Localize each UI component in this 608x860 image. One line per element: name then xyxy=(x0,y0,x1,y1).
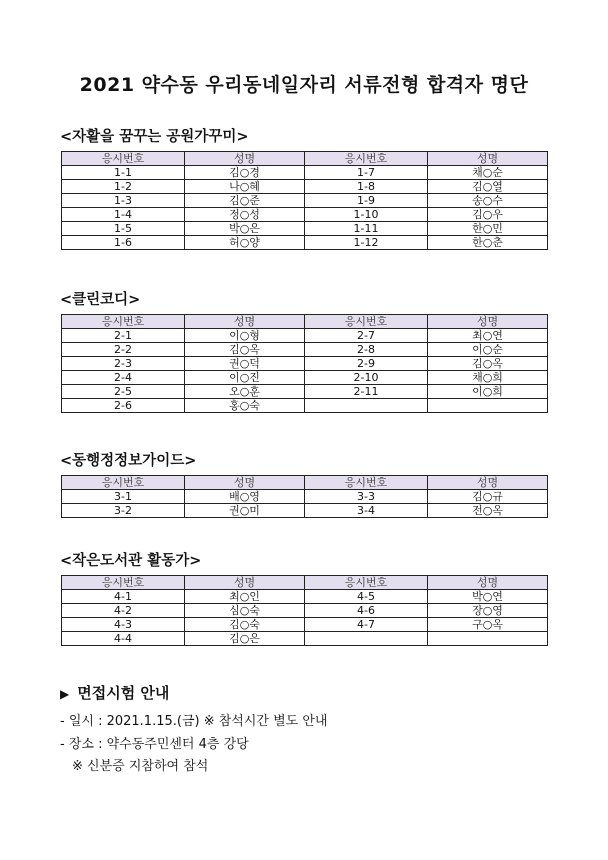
exam-number: 1-10 xyxy=(305,208,428,222)
table-row xyxy=(62,590,548,604)
table-row xyxy=(62,385,548,399)
applicant-name: 전○옥 xyxy=(428,504,548,518)
applicant-name: 김○규 xyxy=(428,490,548,504)
page-title: 2021 약수동 우리동네일자리 서류전형 합격자 명단 xyxy=(79,74,529,96)
applicant-name: 심○숙 xyxy=(185,604,305,618)
table-header-row xyxy=(62,476,548,490)
header-name: 성명 xyxy=(185,152,305,166)
table-row xyxy=(62,490,548,504)
applicant-name: 최○연 xyxy=(428,329,548,343)
table-row xyxy=(62,236,548,250)
exam-number: 1-5 xyxy=(62,222,185,236)
applicant-name: 정○성 xyxy=(185,208,305,222)
header-name: 성명 xyxy=(428,152,548,166)
header-exam-number: 응시번호 xyxy=(305,315,428,329)
exam-number: 1-11 xyxy=(305,222,428,236)
exam-number: 1-8 xyxy=(305,180,428,194)
header-exam-number: 응시번호 xyxy=(62,152,185,166)
table-row xyxy=(62,180,548,194)
applicant-name: 최○인 xyxy=(185,590,305,604)
exam-number: 1-6 xyxy=(62,236,185,250)
table-row xyxy=(62,222,548,236)
exam-number: 2-1 xyxy=(62,329,185,343)
applicant-name: 이○순 xyxy=(428,343,548,357)
table-row xyxy=(62,604,548,618)
applicant-name: 이○진 xyxy=(185,371,305,385)
applicant-name: 김○은 xyxy=(185,632,305,646)
exam-number: 4-2 xyxy=(62,604,185,618)
table-row xyxy=(62,504,548,518)
exam-number: 2-4 xyxy=(62,371,185,385)
exam-number: 2-2 xyxy=(62,343,185,357)
table-row xyxy=(62,343,548,357)
applicant-name: 송○수 xyxy=(428,194,548,208)
section-title-clean: <클린코디> xyxy=(60,292,141,308)
applicant-name: 권○덕 xyxy=(185,357,305,371)
applicant-name: 홍○숙 xyxy=(185,399,305,413)
applicant-name: 김○숙 xyxy=(185,618,305,632)
applicant-name: 허○양 xyxy=(185,236,305,250)
exam-number xyxy=(305,632,428,646)
applicant-name: 김○옥 xyxy=(185,343,305,357)
applicant-name: 한○춘 xyxy=(428,236,548,250)
table-row xyxy=(62,371,548,385)
header-name: 성명 xyxy=(428,315,548,329)
exam-number: 4-6 xyxy=(305,604,428,618)
interview-date-line: - 일시 : 2021.1.15.(금) ※ 참석시간 별도 안내 xyxy=(60,714,328,729)
table-row xyxy=(62,399,548,413)
section-title-library: <작은도서관 활동가> xyxy=(60,553,202,569)
roster-table-library xyxy=(61,575,548,646)
exam-number: 1-9 xyxy=(305,194,428,208)
applicant-name: 김○준 xyxy=(185,194,305,208)
applicant-name: 김○옥 xyxy=(428,357,548,371)
exam-number: 3-1 xyxy=(62,490,185,504)
triangle-arrow-icon: ▶ xyxy=(60,687,70,701)
exam-number: 2-11 xyxy=(305,385,428,399)
interview-title-text: 면접시험 안내 xyxy=(77,684,170,702)
applicant-name: 장○영 xyxy=(428,604,548,618)
exam-number: 1-4 xyxy=(62,208,185,222)
applicant-name: 김○경 xyxy=(185,166,305,180)
roster-table-guide xyxy=(61,475,548,518)
header-exam-number: 응시번호 xyxy=(62,476,185,490)
exam-number xyxy=(305,399,428,413)
exam-number: 4-4 xyxy=(62,632,185,646)
applicant-name: 구○옥 xyxy=(428,618,548,632)
applicant-name: 한○민 xyxy=(428,222,548,236)
applicant-name: 박○연 xyxy=(428,590,548,604)
exam-number: 4-1 xyxy=(62,590,185,604)
roster-table-park xyxy=(61,151,548,250)
roster-table-clean xyxy=(61,314,548,413)
section-title-guide: <동행정정보가이드> xyxy=(60,453,197,469)
exam-number: 4-5 xyxy=(305,590,428,604)
header-exam-number: 응시번호 xyxy=(62,315,185,329)
header-name: 성명 xyxy=(428,576,548,590)
header-exam-number: 응시번호 xyxy=(305,576,428,590)
exam-number: 2-10 xyxy=(305,371,428,385)
table-row xyxy=(62,208,548,222)
exam-number: 3-3 xyxy=(305,490,428,504)
applicant-name xyxy=(428,399,548,413)
applicant-name: 박○은 xyxy=(185,222,305,236)
applicant-name: 배○영 xyxy=(185,490,305,504)
table-row xyxy=(62,194,548,208)
exam-number: 1-7 xyxy=(305,166,428,180)
applicant-name: 채○희 xyxy=(428,371,548,385)
table-header-row xyxy=(62,576,548,590)
table-row xyxy=(62,618,548,632)
applicant-name: 이○희 xyxy=(428,385,548,399)
header-name: 성명 xyxy=(185,576,305,590)
table-header-row xyxy=(62,152,548,166)
exam-number: 1-1 xyxy=(62,166,185,180)
header-exam-number: 응시번호 xyxy=(305,152,428,166)
exam-number: 2-7 xyxy=(305,329,428,343)
interview-place-line: - 장소 : 약수동주민센터 4층 강당 xyxy=(60,737,249,752)
exam-number: 2-5 xyxy=(62,385,185,399)
applicant-name: 오○훈 xyxy=(185,385,305,399)
exam-number: 2-8 xyxy=(305,343,428,357)
section-title-park: <자활을 꿈꾸는 공원가꾸미> xyxy=(60,129,249,145)
header-exam-number: 응시번호 xyxy=(305,476,428,490)
header-exam-number: 응시번호 xyxy=(62,576,185,590)
exam-number: 2-3 xyxy=(62,357,185,371)
table-header-row xyxy=(62,315,548,329)
exam-number: 1-2 xyxy=(62,180,185,194)
exam-number: 3-4 xyxy=(305,504,428,518)
applicant-name: 권○미 xyxy=(185,504,305,518)
exam-number: 4-7 xyxy=(305,618,428,632)
interview-note-line: ※ 신분증 지참하여 참석 xyxy=(72,759,209,774)
exam-number: 2-9 xyxy=(305,357,428,371)
exam-number: 2-6 xyxy=(62,399,185,413)
exam-number: 1-3 xyxy=(62,194,185,208)
exam-number: 3-2 xyxy=(62,504,185,518)
header-name: 성명 xyxy=(185,476,305,490)
applicant-name xyxy=(428,632,548,646)
exam-number: 4-3 xyxy=(62,618,185,632)
table-row xyxy=(62,166,548,180)
exam-number: 1-12 xyxy=(305,236,428,250)
interview-heading xyxy=(60,682,169,703)
applicant-name: 김○우 xyxy=(428,208,548,222)
table-row xyxy=(62,357,548,371)
applicant-name: 김○열 xyxy=(428,180,548,194)
table-row xyxy=(62,632,548,646)
applicant-name: 이○형 xyxy=(185,329,305,343)
header-name: 성명 xyxy=(428,476,548,490)
applicant-name: 채○순 xyxy=(428,166,548,180)
applicant-name: 나○혜 xyxy=(185,180,305,194)
header-name: 성명 xyxy=(185,315,305,329)
table-row xyxy=(62,329,548,343)
